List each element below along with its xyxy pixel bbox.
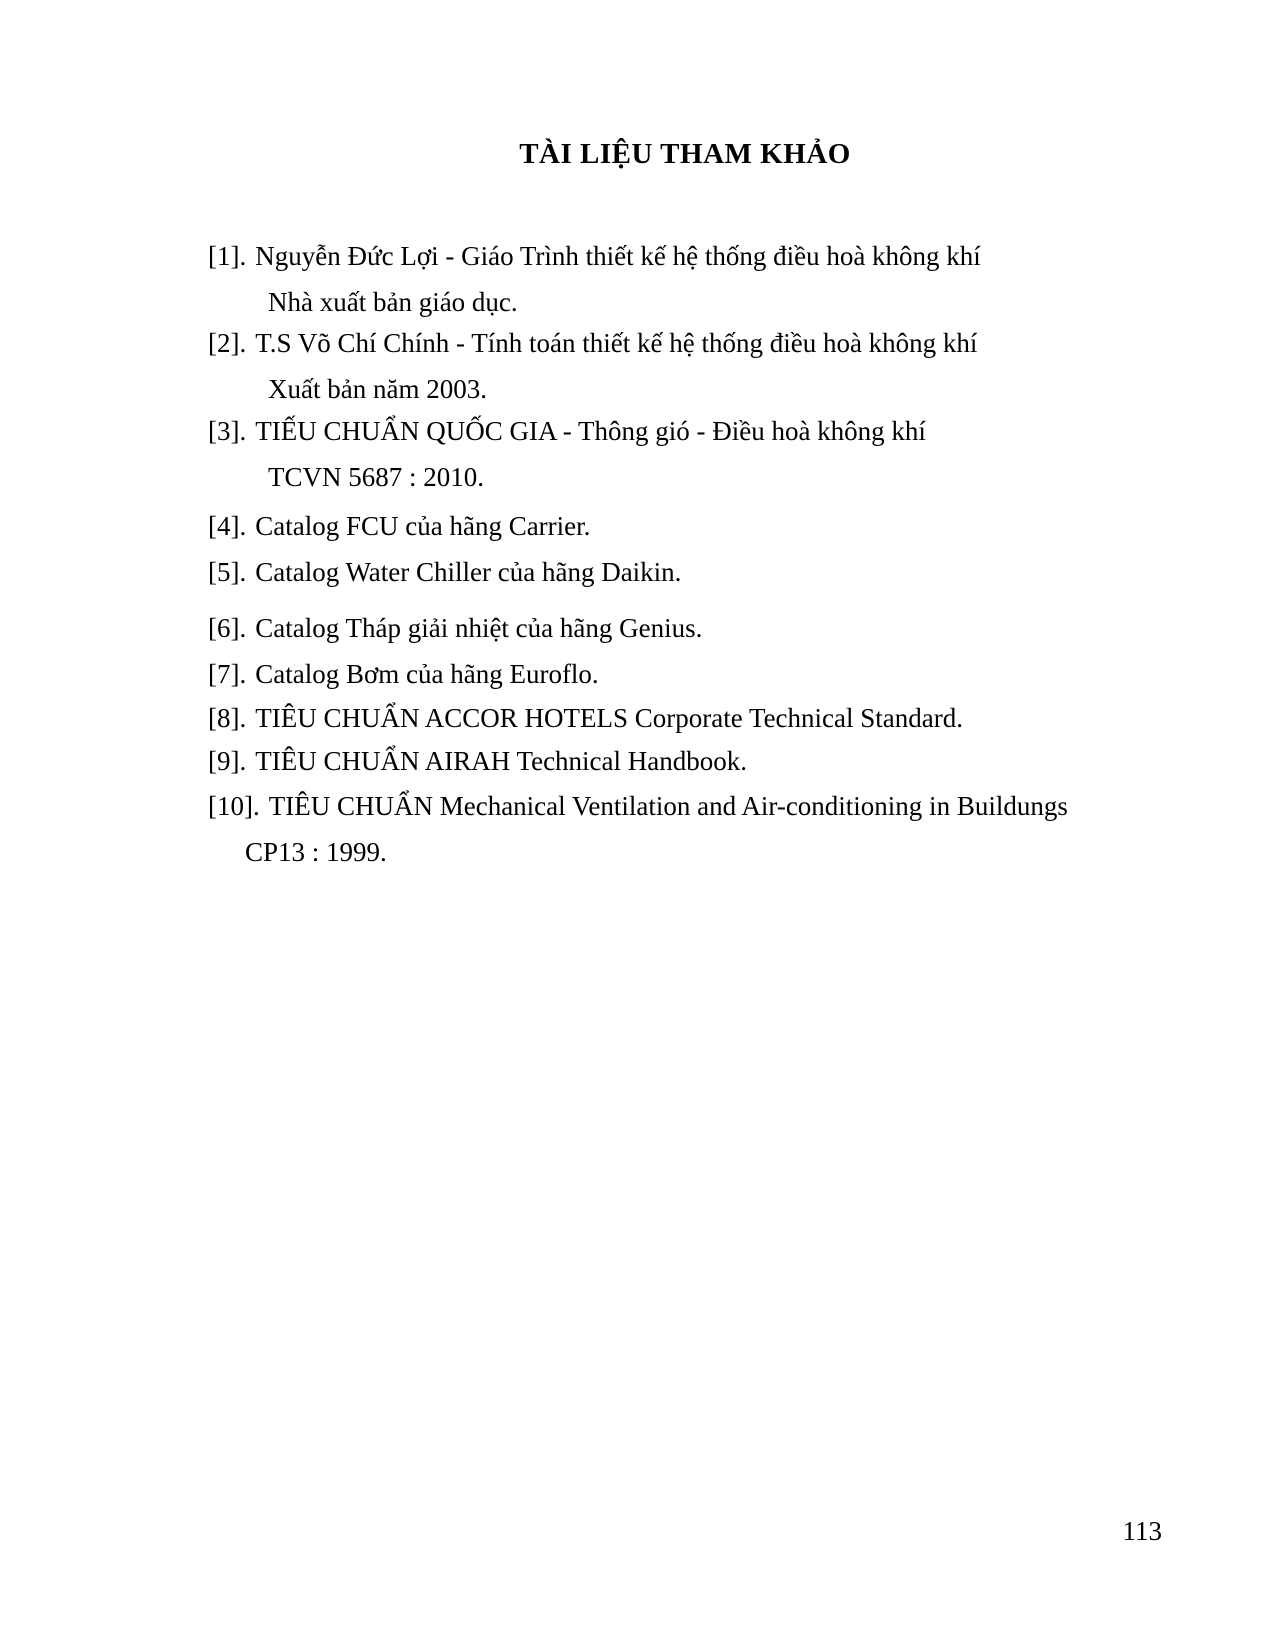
reference-item [208,651,599,697]
reference-item [208,320,977,412]
reference-number: [9]. [208,746,247,776]
reference-item [208,233,981,325]
reference-number: [1]. [208,241,247,271]
reference-line [208,605,702,651]
reference-item [208,503,590,549]
reference-number: [10]. [208,791,260,821]
reference-continuation: CP13 : 1999. [245,837,387,867]
reference-item [208,549,681,595]
reference-text: Catalog Tháp giải nhiệt của hãng Genius. [255,613,703,643]
reference-text: Catalog FCU của hãng Carrier. [255,511,591,541]
reference-text: TIÊU CHUẨN Mechanical Ventilation and Air-conditioning in Buildungs [268,791,1068,821]
reference-line [208,783,1068,829]
reference-number: [5]. [208,557,247,587]
reference-line [208,738,747,784]
reference-number: [3]. [208,416,247,446]
reference-line [208,408,926,454]
page-title: TÀI LIỆU THAM KHẢO [519,138,851,170]
reference-item [208,408,926,500]
reference-text: TIÊU CHUẨN ACCOR HOTELS Corporate Technical Standard. [255,703,963,733]
reference-number: [7]. [208,659,247,689]
reference-continuation: Nhà xuất bản giáo dục. [268,287,518,317]
reference-line [208,695,963,741]
reference-number: [4]. [208,511,247,541]
reference-continuation: TCVN 5687 : 2010. [268,462,484,492]
reference-number: [8]. [208,703,247,733]
reference-text: TIÊU CHUẨN AIRAH Technical Handbook. [255,746,748,776]
page-number: 113 [1122,1516,1162,1546]
reference-text: T.S Võ Chí Chính - Tính toán thiết kế hệ thống điều hoà không khí [255,328,978,358]
reference-line [208,233,981,279]
reference-text: Catalog Water Chiller của hãng Daikin. [255,557,682,587]
reference-line [208,549,681,595]
reference-text: Nguyễn Đức Lợi - Giáo Trình thiết kế hệ thống điều hoà không khí [255,241,981,271]
reference-item [208,605,702,651]
reference-line [208,320,977,366]
reference-continuation: Xuất bản năm 2003. [268,374,487,404]
reference-number: [6]. [208,613,247,643]
reference-item [208,783,1068,875]
reference-text: TIẾU CHUẨN QUỐC GIA - Thông gió - Điều hoà không khí [255,416,926,446]
reference-item [208,695,963,741]
reference-item [208,738,747,784]
reference-line [208,651,599,697]
reference-text: Catalog Bơm của hãng Euroflo. [255,659,599,689]
reference-number: [2]. [208,328,247,358]
reference-line [208,503,590,549]
